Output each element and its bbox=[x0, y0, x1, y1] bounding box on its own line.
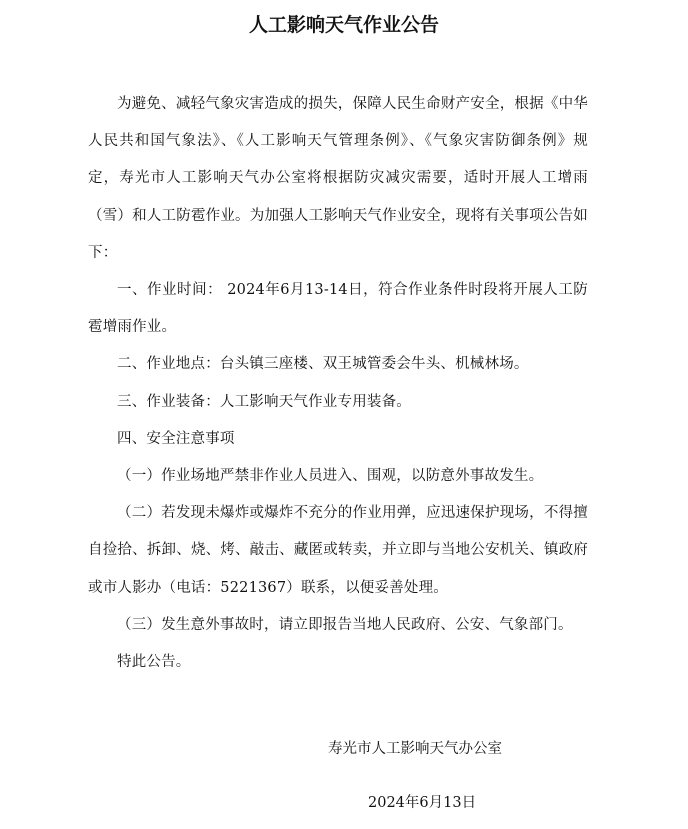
signature-date: 2024年6月13日 bbox=[368, 795, 477, 811]
item-equipment-paragraph: 三、作业装备：人工影响天气作业专用装备。 bbox=[117, 393, 411, 410]
safety-item-1: （一）作业场地严禁非作业人员进入、围观，以防意外事故发生。 bbox=[117, 468, 544, 485]
item-location-paragraph: 二、作业地点：台头镇三座楼、双王城管委会牛头、机械林场。 bbox=[117, 356, 529, 373]
signature-organization: 寿光市人工影响天气办公室 bbox=[328, 741, 502, 757]
safety-heading: 四、安全注意事项 bbox=[117, 430, 235, 447]
closing-line: 特此公告。 bbox=[117, 654, 191, 671]
safety-item-3: （三）发生意外事故时，请立即报告当地人民政府、公安、气象部门。 bbox=[117, 616, 573, 633]
document-title: 人工影响天气作业公告 bbox=[248, 14, 439, 36]
intro-paragraph: 为避免、减轻气象灾害造成的损失，保障人民生命财产安全，根据《中华人民共和国气象法》、《人工影响天气管理条例》、《气象灾害防御条例》规定，寿光市人工影响天气办公室将根据防灾减灾需要，适时开展人工增雨（雪）和人工防雹作业。为加强人工影响天气作业安全，现将有关事项公告如下： bbox=[88, 96, 588, 261]
safety-item-2: （二）若发现未爆炸或爆炸不充分的作业用弹，应迅速保护现场，不得擅自捡拾、拆卸、烧、烤、敲击、藏匿或转卖，并立即与当地公安机关、镇政府或市人影办（电话：5221367）联系，以便妥善处理。 bbox=[88, 505, 588, 596]
document-body bbox=[88, 86, 588, 681]
item-time-paragraph: 一、作业时间： 2024年6月13-14日，符合作业条件时段将开展人工防雹增雨作业。 bbox=[88, 282, 588, 336]
